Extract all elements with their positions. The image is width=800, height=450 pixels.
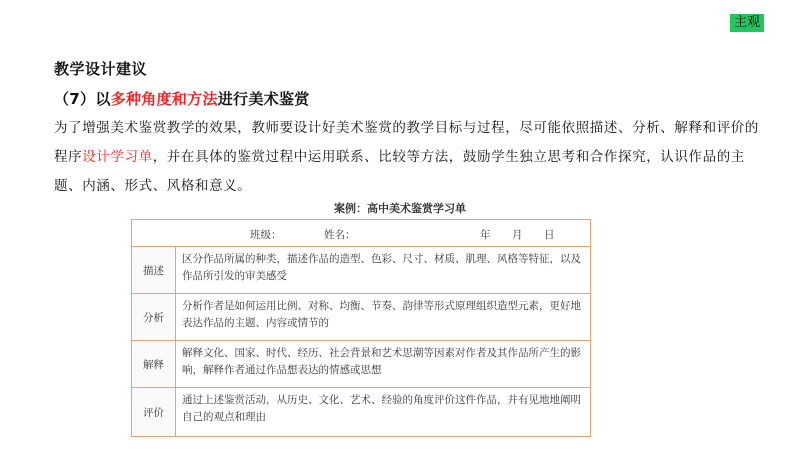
day-label: 日 [544,229,555,241]
row-text: 分析作者是如何运用比例、对称、均衡、节奏、韵律等形式原理组织造型元素，更好地表达作品的主题、内容或情节的 [182,300,581,329]
class-label: 班级： [250,229,282,241]
worksheet-table [131,219,591,437]
row-label: 分析 [132,294,176,340]
row-text: 区分作品所属的种类，描述作品的造型、色彩、尺寸、材质、肌理、风格等特征，以及作品所引发的审美感受 [182,253,581,282]
row-text: 通过上述鉴赏活动，从历史、文化、艺术、经验的角度评价这件作品，并有见地地阐明自己的观点和理由 [182,394,581,423]
name-label: 姓名： [324,229,356,241]
year-label: 年 [480,229,491,241]
paragraph-highlight: 设计学习单 [82,149,153,165]
subtitle-prefix: （7）以 [54,90,111,108]
row-label: 描述 [132,247,176,293]
table-row [132,247,590,294]
case-caption: 案例：高中美术鉴赏学习单 [334,202,466,215]
table-row [132,294,590,341]
subtitle-suffix: 进行美术鉴赏 [217,90,310,108]
row-label: 评价 [132,388,176,436]
row-label: 解释 [132,341,176,387]
table-row [132,388,590,436]
paragraph-part2: ，并在具体的鉴赏过程中运用联系、比较等方法，鼓励学生独立思考和合作探究，认识作品的主题、内涵、形式、风格和意义。 [54,149,745,194]
table-row [132,341,590,388]
subtitle-highlight: 多种角度和方法 [110,90,218,108]
row-text: 解释文化、国家、时代、经历、社会背景和艺术思潮等因素对作者及其作品所产生的影响，解释作者通过作品想表达的情感或思想 [182,347,581,376]
month-label: 月 [512,229,523,241]
paragraph-part1: 为了增强美术鉴赏教学的效果，教师要设计好美术鉴赏的教学目标与过程，尽可能依照描述、分析、解释和评价的程序 [54,120,759,165]
table-header [132,220,590,247]
section-title: 教学设计建议 [54,60,148,78]
body-paragraph [54,114,766,201]
subjective-badge: 主观 [730,14,764,32]
subtitle [54,88,310,109]
